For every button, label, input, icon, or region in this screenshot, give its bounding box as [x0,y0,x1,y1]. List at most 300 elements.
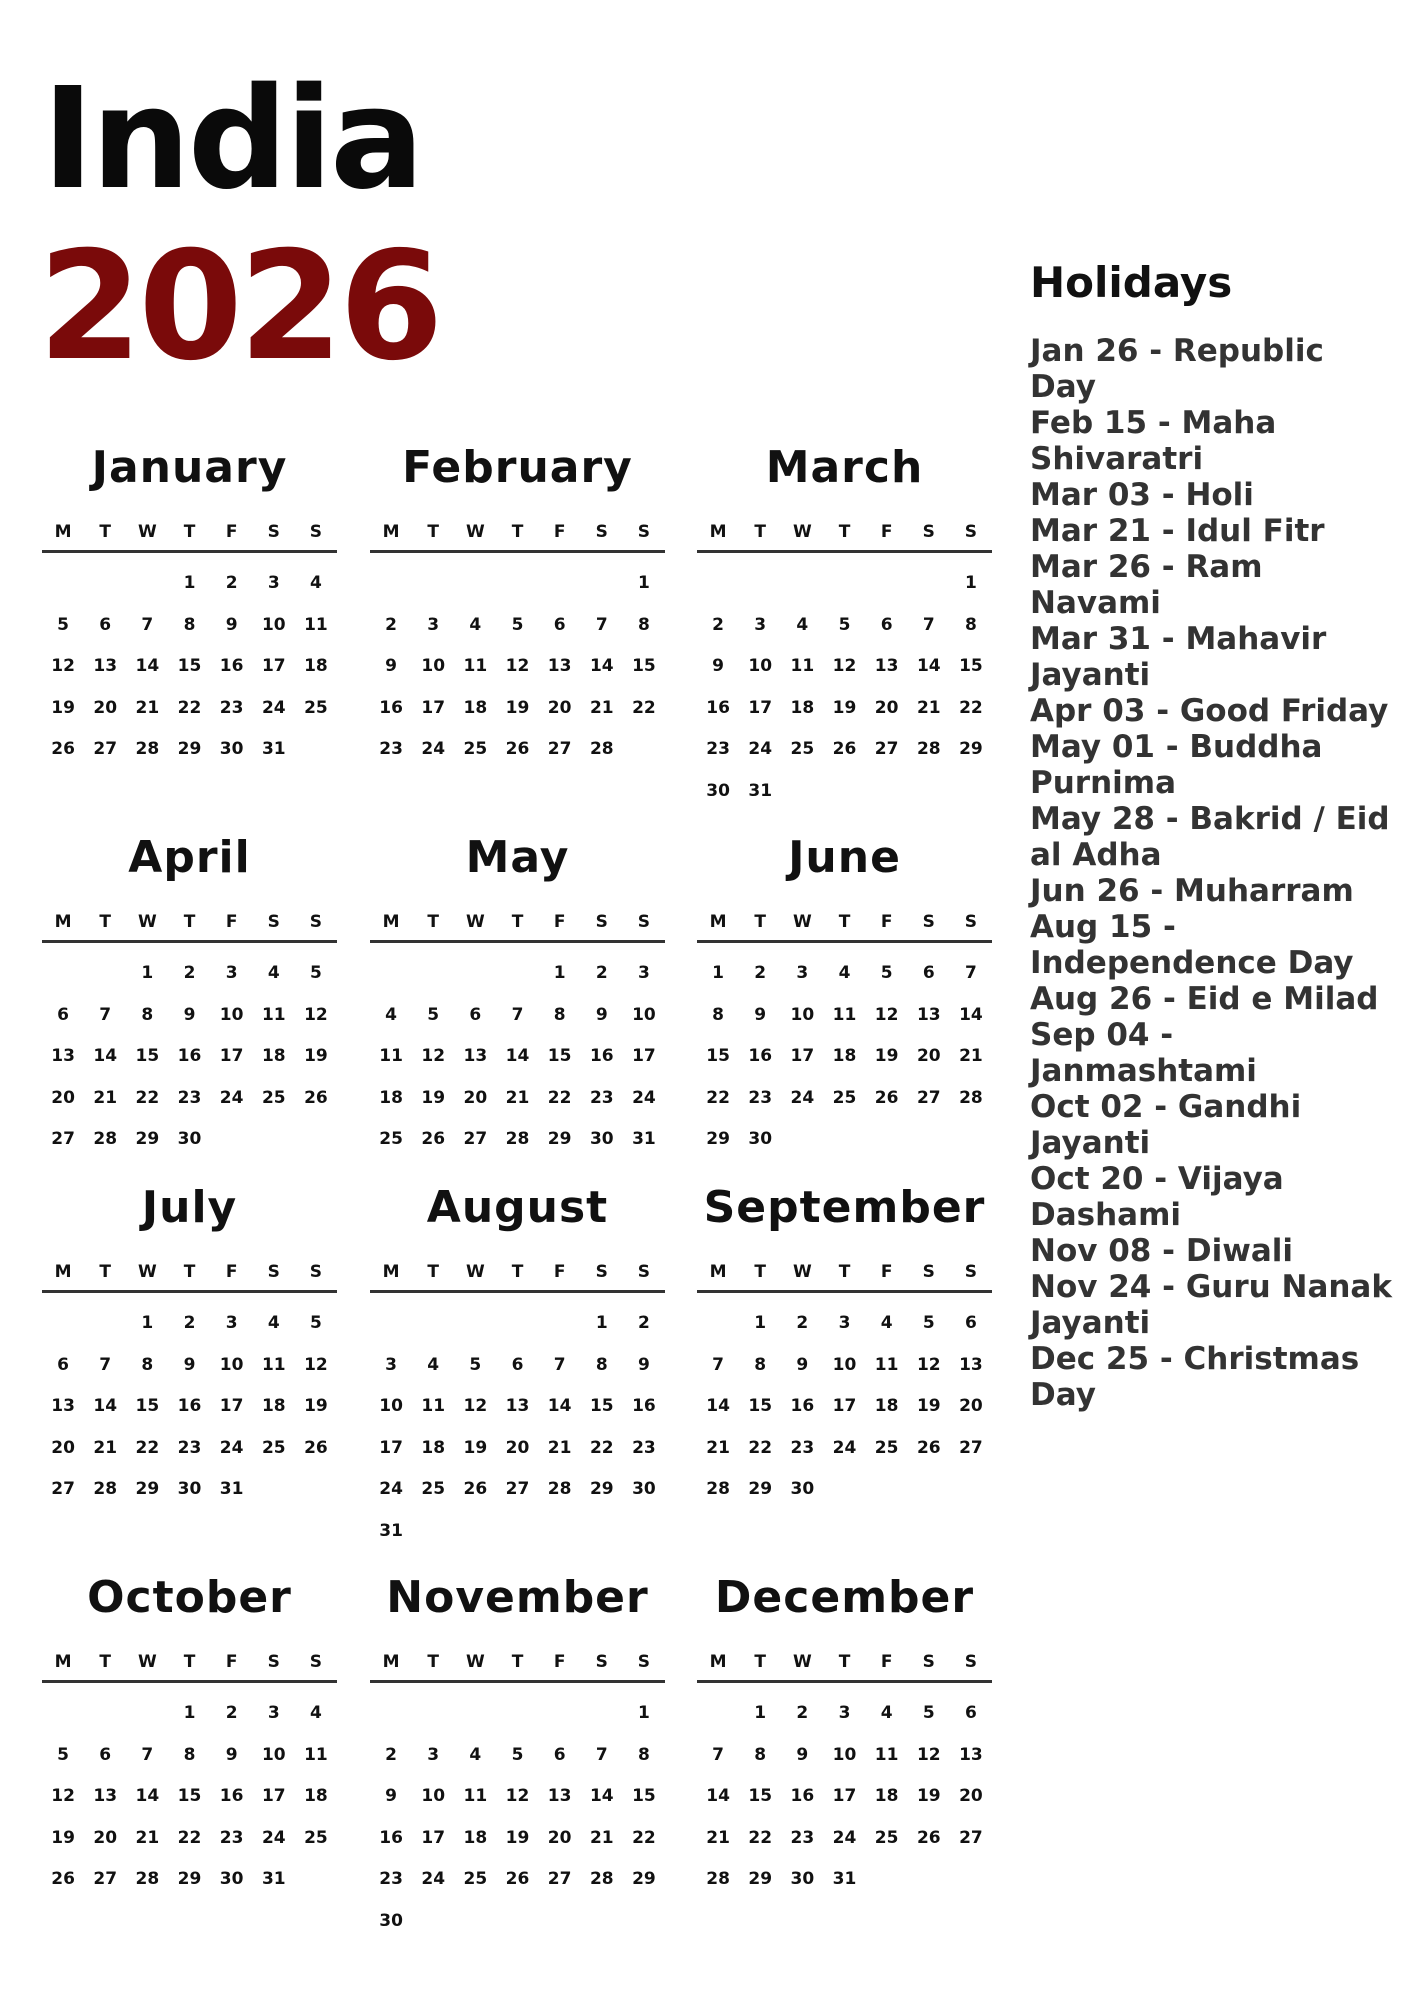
day-cell: 16 [219,1786,244,1806]
day-cell: 19 [832,697,857,718]
holiday-item: Apr 03 - Good Friday [1030,693,1389,729]
day-cell: 12 [304,1354,328,1375]
weekday-label: S [922,912,935,932]
day-cell: 9 [225,614,238,635]
weekday-label: T [511,912,524,932]
holiday-item: Dec 25 - Christmas Day [1030,1341,1360,1413]
day-cell: 11 [874,1744,899,1765]
day-cell: 18 [261,1046,286,1066]
day-cell: 26 [505,1869,530,1889]
month-january [42,438,337,771]
day-cell: 25 [463,739,488,759]
day-cell: 11 [832,1004,857,1025]
day-cell: 20 [505,1437,530,1458]
day-cell: 12 [51,656,75,676]
day-cell: 24 [748,739,773,759]
day-cell: 10 [219,1004,244,1025]
day-cell: 6 [553,1744,566,1765]
month-march [697,438,992,812]
empty-cell [539,1303,581,1345]
day-cell: 18 [832,1046,857,1066]
day-cell: 5 [511,1744,524,1765]
empty-cell [697,1693,739,1735]
month-may [370,828,665,1161]
day-cell: 3 [225,1313,238,1333]
day-cell: 22 [748,1827,773,1848]
day-cell: 15 [706,1046,730,1066]
weekday-header [370,522,665,553]
holiday-item: May 01 - Buddha Purnima [1030,729,1323,801]
day-cell: 9 [385,1786,397,1806]
day-cell: 14 [589,1786,614,1806]
day-cell: 31 [261,1869,286,1889]
day-cell: 11 [261,1354,286,1375]
day-cell: 2 [796,1313,809,1333]
day-cell: 5 [469,1354,482,1375]
weekday-label: S [637,522,651,542]
weekday-label: S [922,522,935,542]
day-cell: 10 [261,614,286,635]
day-cell: 27 [959,1437,983,1458]
weekday-label: S [637,912,651,932]
day-cell: 6 [511,1354,524,1375]
day-cell: 24 [832,1437,857,1458]
empty-cell [496,1303,538,1345]
weekday-label: F [553,1262,566,1282]
day-cell: 9 [796,1354,809,1375]
day-grid [370,1303,665,1552]
weekday-label: T [754,522,767,542]
day-cell: 10 [219,1354,244,1375]
day-cell: 28 [959,1087,983,1108]
weekday-label: W [792,912,812,932]
day-cell: 3 [838,1703,851,1723]
day-cell: 19 [505,697,530,718]
day-cell: 23 [379,1869,403,1889]
day-cell: 21 [589,1827,614,1848]
weekday-label: W [137,912,157,932]
empty-cell [866,563,908,605]
day-cell: 17 [832,1396,857,1416]
day-cell: 29 [706,1129,730,1149]
weekday-header [42,912,337,943]
day-cell: 25 [421,1479,446,1499]
day-cell: 19 [916,1396,941,1416]
day-cell: 22 [959,697,983,718]
day-cell: 11 [379,1046,403,1066]
empty-cell [454,563,496,605]
day-cell: 6 [964,1703,977,1723]
day-cell: 16 [632,1396,656,1416]
day-grid [697,953,992,1161]
weekday-label: M [709,1262,727,1282]
day-cell: 18 [421,1437,446,1458]
day-cell: 3 [267,1703,280,1723]
holiday-item: Jan 26 - Republic Day [1030,333,1324,405]
day-cell: 7 [553,1354,566,1375]
day-cell: 10 [790,1004,815,1025]
weekday-label: T [183,912,196,932]
day-cell: 18 [790,697,815,718]
day-cell: 31 [832,1869,857,1889]
day-cell: 18 [304,656,328,676]
day-grid [697,1303,992,1511]
empty-cell [581,563,623,605]
day-cell: 5 [309,963,322,983]
day-cell: 20 [959,1396,983,1416]
day-cell: 8 [553,1004,566,1025]
day-cell: 16 [748,1046,773,1066]
weekday-label: T [99,522,112,542]
day-cell: 3 [796,963,809,983]
holiday-item: Mar 31 - Mahavir Jayanti [1030,621,1327,693]
day-cell: 14 [547,1396,572,1416]
day-cell: 24 [379,1479,403,1499]
day-cell: 15 [632,656,656,676]
day-cell: 30 [177,1129,202,1149]
empty-cell [496,1693,538,1735]
day-cell: 30 [748,1129,773,1149]
day-cell: 4 [427,1354,440,1375]
day-cell: 24 [261,1827,286,1848]
day-cell: 22 [632,1827,656,1848]
weekday-label: T [838,522,851,542]
day-cell: 1 [141,1313,154,1333]
holiday-item: Oct 20 - Vijaya Dashami [1030,1161,1284,1233]
day-cell: 12 [505,1786,530,1806]
day-cell: 1 [637,1703,650,1723]
day-cell: 25 [304,697,328,718]
weekday-label: T [511,1262,524,1282]
weekday-label: M [54,1652,72,1672]
empty-cell [697,1303,739,1345]
weekday-header [370,1652,665,1683]
day-cell: 17 [632,1046,656,1066]
day-cell: 3 [637,963,650,983]
weekday-label: S [309,1262,323,1282]
day-cell: 22 [706,1087,730,1108]
day-cell: 25 [790,739,815,759]
day-cell: 29 [959,739,983,759]
day-cell: 23 [748,1087,773,1108]
month-october [42,1568,337,1901]
weekday-label: W [137,1262,157,1282]
weekday-header [697,1262,992,1293]
day-cell: 1 [595,1313,608,1333]
day-cell: 29 [748,1479,773,1499]
weekday-label: F [880,1652,893,1672]
day-cell: 17 [261,656,286,676]
weekday-label: S [922,1652,935,1672]
day-cell: 23 [177,1087,202,1108]
day-cell: 22 [748,1437,773,1458]
day-cell: 19 [916,1786,941,1806]
day-grid [42,1303,337,1511]
day-cell: 31 [219,1479,244,1499]
month-december [697,1568,992,1901]
day-cell: 7 [595,614,608,635]
day-cell: 9 [385,656,397,676]
day-cell: 22 [177,1827,202,1848]
day-cell: 21 [706,1827,730,1848]
empty-cell [84,563,126,605]
weekday-label: T [183,1652,196,1672]
day-cell: 20 [547,1827,572,1848]
day-cell: 29 [547,1129,572,1149]
day-cell: 4 [309,1703,322,1723]
weekday-label: T [511,522,524,542]
day-cell: 3 [427,1744,440,1765]
holiday-item: Mar 03 - Holi [1030,477,1254,513]
holiday-item: Aug 15 - Independence Day [1030,909,1354,981]
holiday-item: Jun 26 - Muharram [1030,873,1354,909]
weekday-label: F [880,912,893,932]
day-cell: 7 [595,1744,608,1765]
day-cell: 4 [469,614,482,635]
day-cell: 6 [553,614,566,635]
day-cell: 20 [93,697,118,718]
day-cell: 27 [547,1869,572,1889]
day-cell: 27 [93,739,118,759]
day-cell: 24 [219,1437,244,1458]
month-april [42,828,337,1161]
weekday-label: T [183,522,196,542]
day-cell: 9 [796,1744,809,1765]
day-cell: 6 [880,614,893,635]
day-cell: 18 [261,1396,286,1416]
day-cell: 13 [547,656,572,676]
day-cell: 6 [964,1313,977,1333]
day-grid [42,563,337,771]
day-cell: 11 [304,614,328,635]
holiday-item: Nov 24 - Guru Nanak Jayanti [1030,1269,1392,1341]
day-cell: 5 [880,963,893,983]
weekday-header [697,522,992,553]
day-cell: 31 [748,780,773,801]
day-cell: 4 [267,963,280,983]
day-cell: 2 [385,614,397,635]
day-cell: 15 [135,1046,160,1066]
day-cell: 21 [505,1087,530,1108]
empty-cell [126,1693,168,1735]
day-cell: 24 [632,1087,656,1108]
month-name: September [703,1182,986,1233]
holiday-item: Mar 26 - Ram Navami [1030,549,1263,621]
day-cell: 3 [225,963,238,983]
day-cell: 30 [589,1129,614,1149]
day-cell: 14 [589,656,614,676]
day-cell: 2 [225,1703,238,1723]
day-cell: 5 [838,614,851,635]
day-cell: 21 [589,697,614,718]
day-cell: 7 [712,1354,724,1375]
weekday-label: T [754,912,767,932]
day-cell: 23 [219,1827,244,1848]
day-cell: 18 [463,697,488,718]
day-cell: 7 [511,1004,524,1025]
month-name: October [87,1572,292,1623]
weekday-label: W [792,522,812,542]
weekday-label: M [382,1262,400,1282]
day-cell: 1 [964,573,977,593]
empty-cell [370,563,412,605]
day-cell: 29 [632,1869,656,1889]
day-cell: 13 [959,1744,983,1765]
day-cell: 14 [706,1786,730,1806]
empty-cell [823,563,865,605]
day-cell: 9 [637,1354,650,1375]
day-cell: 13 [505,1396,530,1416]
day-cell: 6 [469,1004,482,1025]
weekday-header [370,1262,665,1293]
empty-cell [697,563,739,605]
day-cell: 25 [261,1087,286,1108]
day-cell: 11 [463,1786,488,1806]
day-cell: 8 [183,1744,196,1765]
day-cell: 30 [632,1479,656,1499]
day-cell: 15 [135,1396,160,1416]
day-cell: 5 [427,1004,440,1025]
day-cell: 28 [547,1479,572,1499]
day-cell: 12 [916,1354,941,1375]
day-cell: 23 [177,1437,202,1458]
day-cell: 15 [547,1046,572,1066]
day-cell: 22 [589,1437,614,1458]
year-title: 2026 [38,220,440,394]
empty-cell [781,563,823,605]
weekday-label: M [382,522,400,542]
day-cell: 2 [183,963,196,983]
day-cell: 3 [385,1354,397,1375]
day-cell: 1 [141,963,154,983]
day-cell: 16 [177,1046,202,1066]
day-cell: 12 [832,656,857,676]
day-cell: 23 [790,1827,815,1848]
day-cell: 25 [874,1827,899,1848]
day-cell: 24 [421,739,446,759]
day-cell: 11 [304,1744,328,1765]
weekday-label: S [267,522,280,542]
day-cell: 15 [589,1396,614,1416]
weekday-label: F [225,912,238,932]
weekday-header [42,1262,337,1293]
day-cell: 10 [832,1354,857,1375]
day-cell: 2 [637,1313,650,1333]
weekday-label: T [754,1262,767,1282]
day-cell: 28 [589,739,614,759]
empty-cell [908,563,950,605]
day-cell: 14 [505,1046,530,1066]
weekday-label: S [964,1262,978,1282]
weekday-label: S [595,522,608,542]
day-cell: 29 [748,1869,773,1889]
day-cell: 7 [964,963,977,983]
day-cell: 12 [463,1396,488,1416]
weekday-label: T [99,1262,112,1282]
day-cell: 28 [135,739,160,759]
day-cell: 28 [93,1479,118,1499]
day-cell: 30 [177,1479,202,1499]
day-cell: 8 [637,1744,650,1765]
day-cell: 15 [177,656,202,676]
weekday-header [697,1652,992,1683]
day-cell: 9 [595,1004,608,1025]
day-cell: 6 [922,963,935,983]
day-cell: 12 [51,1786,75,1806]
day-cell: 7 [922,614,935,635]
holiday-list [1030,333,1400,1413]
day-cell: 3 [267,573,280,593]
holiday-item: Nov 08 - Diwali [1030,1233,1294,1269]
day-cell: 23 [589,1087,614,1108]
day-cell: 8 [637,614,650,635]
day-cell: 20 [874,697,899,718]
weekday-label: S [637,1652,651,1672]
day-cell: 2 [595,963,608,983]
holiday-item: May 28 - Bakrid / Eid al Adha [1030,801,1390,873]
day-cell: 4 [267,1313,280,1333]
day-cell: 29 [135,1479,160,1499]
day-cell: 25 [379,1129,403,1149]
day-cell: 8 [141,1354,154,1375]
day-cell: 4 [385,1004,397,1025]
day-cell: 11 [463,656,488,676]
day-cell: 31 [261,739,286,759]
day-cell: 17 [790,1046,815,1066]
day-cell: 27 [505,1479,530,1499]
day-grid [370,1693,665,1942]
day-cell: 11 [421,1396,446,1416]
weekday-label: S [964,522,978,542]
weekday-label: M [54,522,72,542]
month-september [697,1178,992,1511]
day-cell: 16 [706,697,730,718]
day-cell: 9 [754,1004,767,1025]
day-cell: 25 [463,1869,488,1889]
weekday-label: M [382,912,400,932]
day-cell: 27 [463,1129,488,1149]
day-cell: 19 [505,1827,530,1848]
month-name: February [402,442,633,493]
day-cell: 21 [959,1046,983,1066]
day-cell: 14 [135,1786,160,1806]
empty-cell [412,953,454,995]
weekday-label: F [553,912,566,932]
day-cell: 3 [838,1313,851,1333]
day-cell: 4 [796,614,809,635]
day-cell: 28 [135,1869,160,1889]
day-cell: 17 [379,1437,403,1458]
day-cell: 5 [57,614,69,635]
month-name: June [788,832,901,883]
day-cell: 10 [832,1744,857,1765]
day-cell: 7 [712,1744,724,1765]
day-cell: 14 [916,656,941,676]
day-cell: 15 [177,1786,202,1806]
weekday-label: W [792,1652,812,1672]
weekday-label: W [137,1652,157,1672]
weekday-label: M [54,912,72,932]
day-cell: 5 [511,614,524,635]
day-cell: 19 [874,1046,899,1066]
day-cell: 16 [379,697,403,718]
day-cell: 21 [916,697,941,718]
day-cell: 21 [547,1437,572,1458]
month-name: May [465,832,570,883]
day-cell: 26 [304,1437,328,1458]
day-cell: 28 [916,739,941,759]
day-cell: 20 [916,1046,941,1066]
